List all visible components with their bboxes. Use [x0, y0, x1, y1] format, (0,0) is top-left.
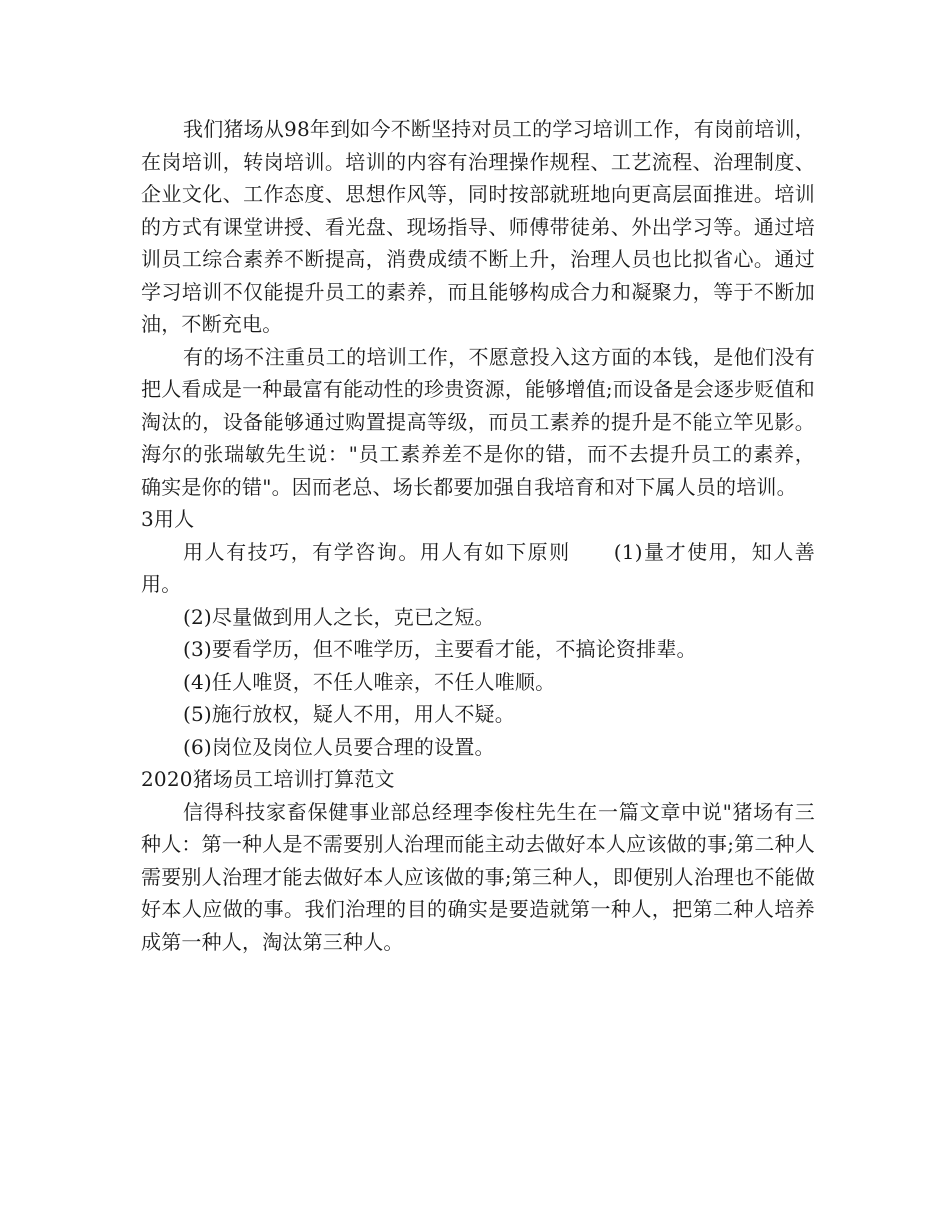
principle-item-5: (5)施行放权，疑人不用，用人不疑。: [183, 702, 515, 726]
principle-item-3: (3)要看学历，但不唯学历，主要看才能，不搞论资排辈。: [183, 637, 697, 661]
three-kinds-of-people-paragraph: 信得科技家畜保健事业部总经理李俊柱先生在一篇文章中说"猪场有三种人：第一种人是不需要别人治理而能主动去做好本人应该做的事;第二种人需要别人治理才能去做好本人应该做的事;第三种人，即便别人治理也不能做好本人应做的事。我们治理的目的确实是要造就第一种人，把第二种人培养成第一种人，淘汰第三种人。: [141, 799, 815, 954]
principle-item-4: (4)任人唯贤，不任人唯亲，不任人唯顺。: [183, 669, 556, 694]
document-section-title: 2020猪场员工培训打算范文: [141, 767, 395, 791]
employment-principles-intro: 用人有技巧，有学咨询。用人有如下原则 (1)量才使用，知人善用。: [141, 539, 815, 596]
principle-item-6: (6)岗位及岗位人员要合理的设置。: [183, 734, 495, 759]
training-importance-paragraph: 有的场不注重员工的培训工作，不愿意投入这方面的本钱，是他们没有把人看成是一种最富有能动性的珍贵资源，能够增值;而设备是会逐步贬值和淘汰的，设备能够通过购置提高等级，而员工素养的提升是不能立竿见影。海尔的张瑞敏先生说："员工素养差不是你的错，而不去提升员工的素养，确实是你的错"。因而老总、场长都要加强自我培育和对下属人员的培训。: [141, 344, 815, 499]
principle-item-2: (2)尽量做到用人之长，克已之短。: [183, 604, 495, 629]
document-body: [141, 113, 815, 958]
section-heading-employment: 3用人: [141, 507, 195, 531]
training-paragraph: 我们猪场从98年到如今不断坚持对员工的学习培训工作，有岗前培训，在岗培训，转岗培训。培训的内容有治理操作规程、工艺流程、治理制度、企业文化、工作态度、思想作风等，同时按部就班地向更高层面推进。培训的方式有课堂讲授、看光盘、现场指导、师傅带徒弟、外出学习等。通过培训员工综合素养不断提高，消费成绩不断上升，治理人员也比拟省心。通过学习培训不仅能提升员工的素养，而且能够构成合力和凝聚力，等于不断加油，不断充电。: [141, 117, 815, 336]
